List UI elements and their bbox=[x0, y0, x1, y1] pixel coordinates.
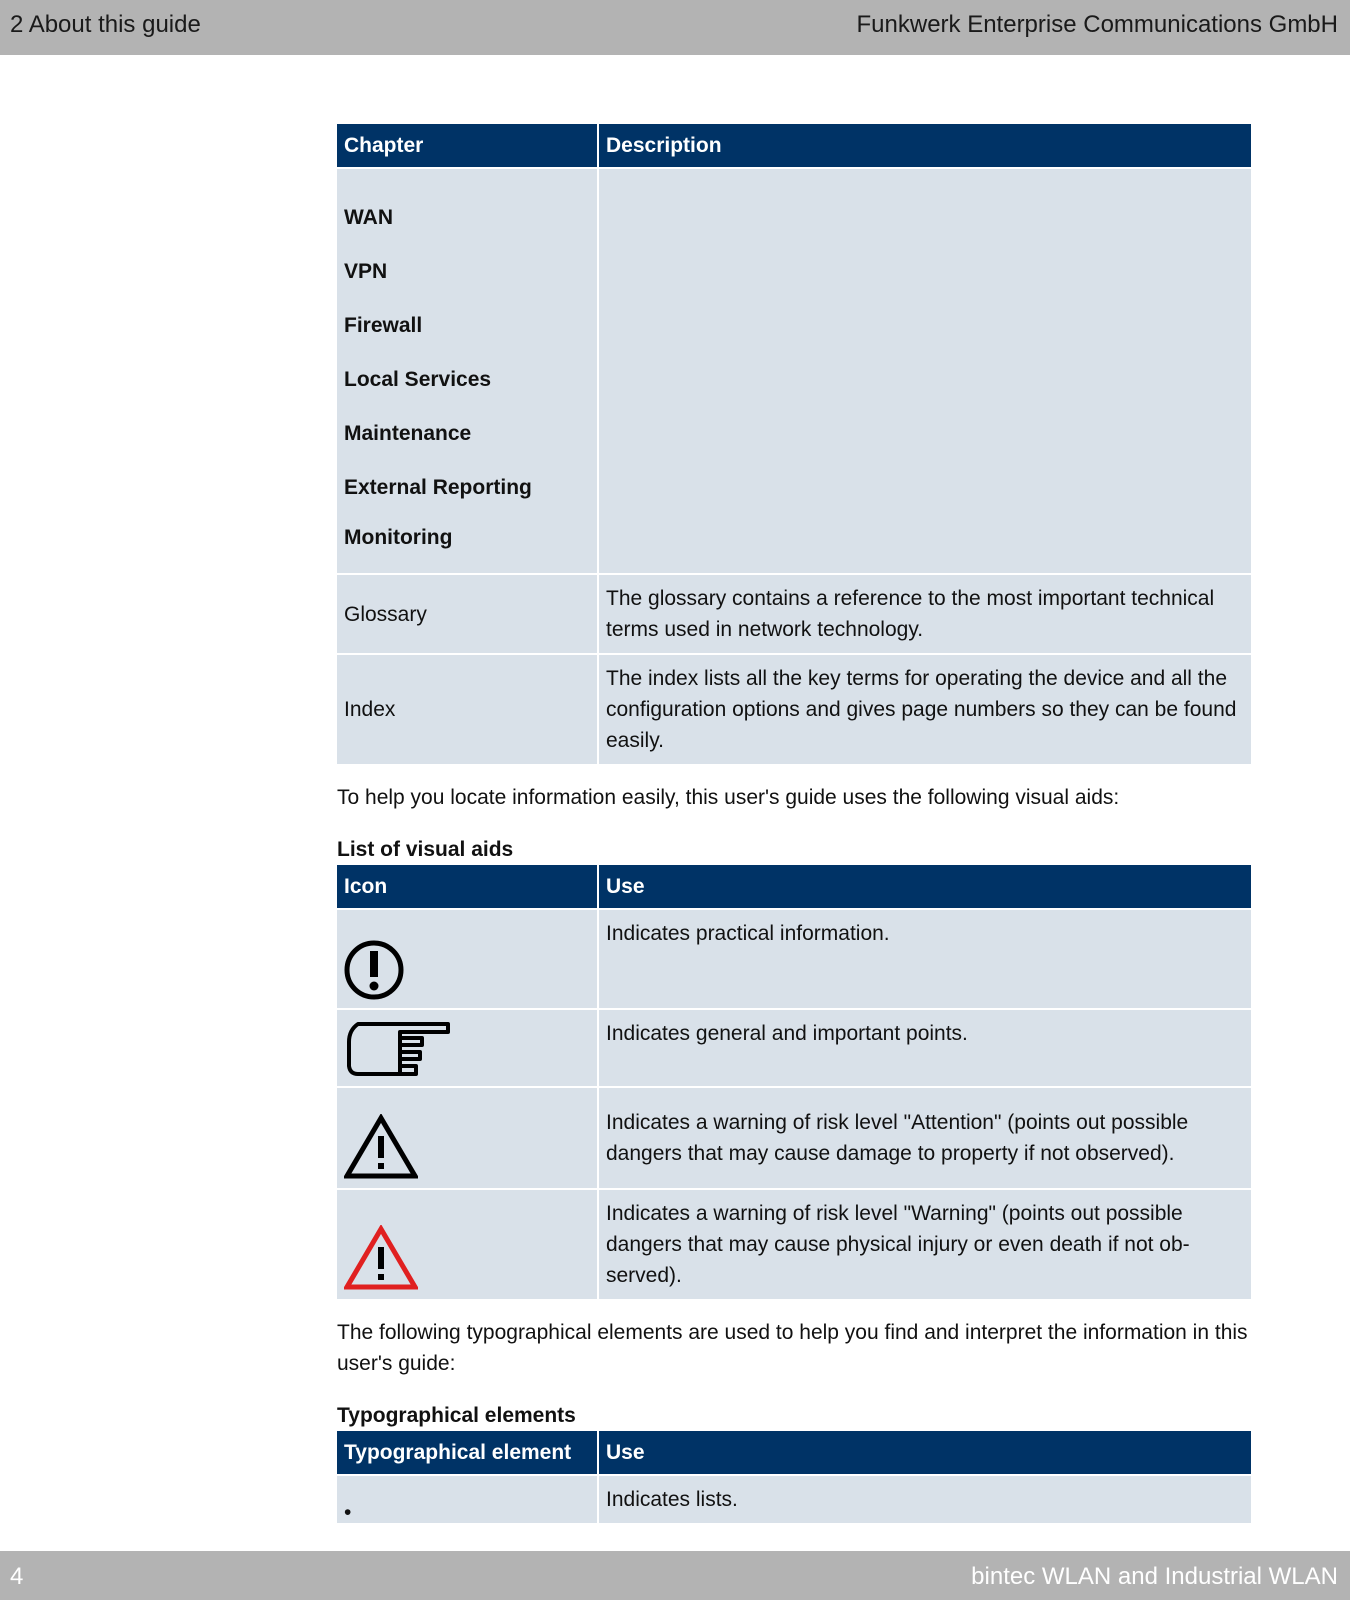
column-header-use: Use bbox=[598, 1431, 1251, 1475]
table-row bbox=[337, 1475, 1251, 1523]
icon-cell bbox=[337, 909, 598, 1009]
warning-triangle-red-icon bbox=[344, 1225, 418, 1291]
icon-cell bbox=[337, 1189, 598, 1299]
icon-cell bbox=[337, 1087, 598, 1189]
page-number: 4 bbox=[10, 1563, 24, 1590]
column-header-description: Description bbox=[598, 124, 1251, 168]
use-cell: Indicates a warning of risk level "Attention" (points out possible dangers that may cause damage to property if not observed). bbox=[598, 1087, 1251, 1189]
column-header-element: Typographical element bbox=[337, 1431, 598, 1475]
column-header-use: Use bbox=[598, 865, 1251, 909]
description-cell-empty bbox=[598, 168, 1251, 574]
table-row bbox=[337, 1087, 1251, 1189]
description-cell: The index lists all the key terms for operating the device and all the configuration options and gives page numbers so they can be found easily. bbox=[598, 654, 1251, 764]
table-row bbox=[337, 574, 1251, 654]
description-cell: The glossary contains a reference to the most important technical terms used in network technology. bbox=[598, 574, 1251, 654]
typographical-intro: The following typographical elements are used to help you find and interpret the information in this user's guide: bbox=[337, 1321, 1248, 1375]
table-header-row bbox=[337, 124, 1251, 168]
table-row bbox=[337, 654, 1251, 764]
icon-cell bbox=[337, 1009, 598, 1087]
section-title: 2 About this guide bbox=[10, 11, 201, 38]
chapter-cell: Glossary bbox=[337, 574, 598, 654]
page-footer bbox=[0, 1551, 1350, 1600]
chapter-item: Local Services bbox=[344, 368, 492, 391]
use-cell: Indicates general and important points. bbox=[598, 1009, 1251, 1087]
page-header bbox=[0, 0, 1350, 55]
chapter-list bbox=[344, 177, 590, 565]
warning-triangle-black-icon bbox=[344, 1114, 418, 1180]
table-header-row bbox=[337, 865, 1251, 909]
chapter-item: Maintenance bbox=[344, 422, 472, 445]
visual-aids-table bbox=[337, 865, 1251, 1299]
column-header-icon: Icon bbox=[337, 865, 598, 909]
table-header-row bbox=[337, 1431, 1251, 1475]
product-name: bintec WLAN and Industrial WLAN bbox=[971, 1563, 1338, 1590]
chapter-item: VPN bbox=[344, 260, 388, 283]
typographical-table bbox=[337, 1431, 1251, 1523]
info-exclamation-icon bbox=[344, 938, 404, 1000]
chapter-item: Monitoring bbox=[344, 526, 453, 549]
chapter-item: External Reporting bbox=[344, 476, 532, 499]
element-cell: • bbox=[337, 1475, 598, 1523]
use-cell: Indicates lists. bbox=[598, 1475, 1251, 1523]
chapter-list-cell bbox=[337, 168, 598, 574]
visual-aids-intro: To help you locate information easily, this user's guide uses the following visual aids: bbox=[337, 786, 1120, 809]
use-cell: Indicates practical information. bbox=[598, 909, 1251, 1009]
chapter-cell: Index bbox=[337, 654, 598, 764]
chapter-item: Firewall bbox=[344, 314, 423, 337]
table-row bbox=[337, 168, 1251, 574]
company-name: Funkwerk Enterprise Communications GmbH bbox=[856, 11, 1338, 38]
typographical-caption: Typographical elements bbox=[337, 1404, 576, 1427]
use-cell: Indicates a warning of risk level "Warning" (points out possible dangers that may cause physical injury or even death if not observed). bbox=[598, 1189, 1251, 1299]
visual-aids-caption: List of visual aids bbox=[337, 838, 514, 861]
table-row bbox=[337, 909, 1251, 1009]
chapter-table bbox=[337, 124, 1251, 764]
pointing-hand-icon bbox=[344, 1018, 452, 1078]
table-row bbox=[337, 1009, 1251, 1087]
chapter-item: WAN bbox=[344, 206, 393, 229]
page-content bbox=[337, 124, 1251, 1523]
column-header-chapter: Chapter bbox=[337, 124, 598, 168]
table-row bbox=[337, 1189, 1251, 1299]
